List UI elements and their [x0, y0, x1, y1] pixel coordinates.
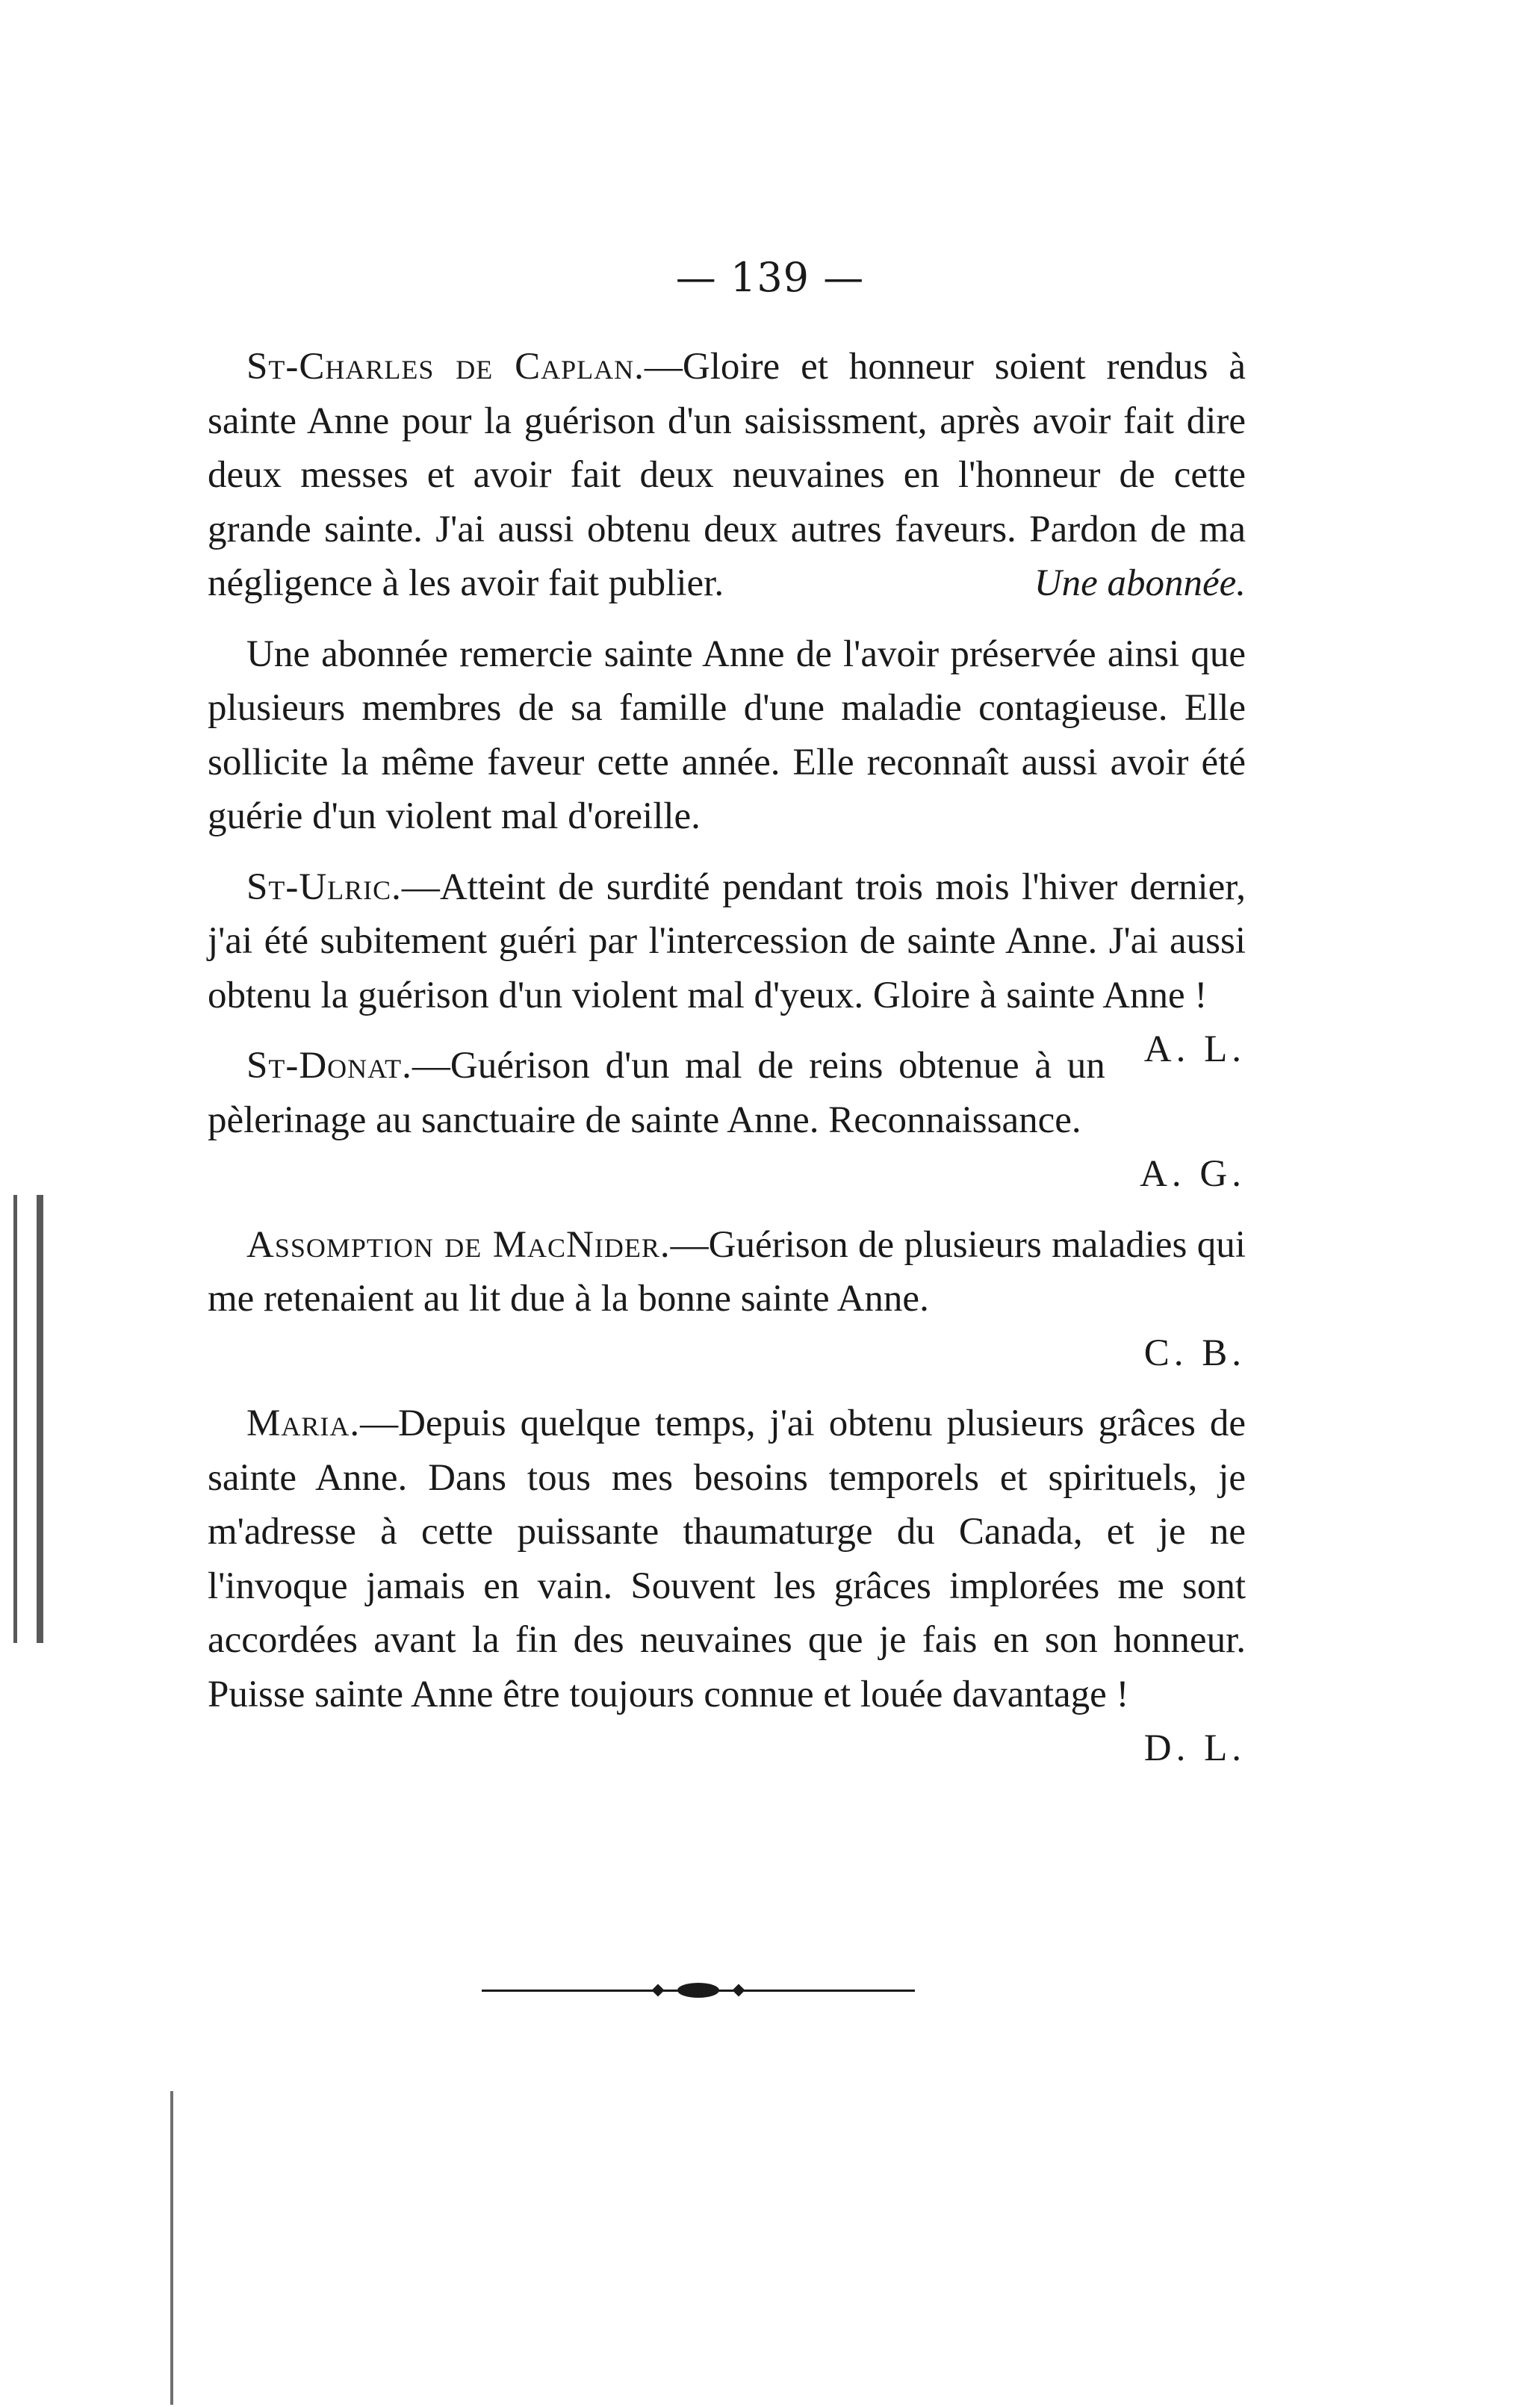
entry-st-donat [208, 1039, 1246, 1202]
entry-text: —Guérison d'un mal de reins obtenue à un pèlerinage au sanctuaire de sainte Anne. Reconnaissance. [208, 1045, 1105, 1141]
margin-mark [170, 2091, 173, 2405]
entry-place: St-Ulric. [246, 866, 402, 908]
ornament-divider [482, 1983, 915, 1998]
entry-signature: A. L. [1143, 1028, 1246, 1070]
entry-text: —Depuis quelque temps, j'ai obtenu plusieurs grâces de sainte Anne. Dans tous mes besoins temporels et spirituels, je m'adresse à cette puissante thaumaturge du Canada, et je ne l'invoque jamais en vain. Souvent les grâces implorées me sont accordées avant la fin des neuvaines que je fais en son honneur. Puisse sainte Anne être toujours connue et louée davantage ! [208, 1403, 1246, 1715]
entry-text: Une abonnée remercie sainte Anne de l'avoir préservée ainsi que plusieurs membres de sa famille d'une maladie contagieuse. Elle sollicite la même faveur cette année. Elle reconnaît aussi avoir été guérie d'un violent mal d'oreille. [208, 633, 1246, 837]
margin-mark [13, 1195, 43, 1643]
entry-signature: D. L. [1143, 1727, 1246, 1769]
entry-assomption [208, 1218, 1246, 1381]
entry-st-charles [208, 340, 1246, 611]
entry-signature: C. B. [1143, 1332, 1246, 1374]
page-number: — 139 — [675, 254, 865, 301]
entry-abonnee [208, 627, 1246, 844]
entry-text: —Guérison de plusieurs maladies qui me retenaient au lit due à la bonne sainte Anne. [208, 1223, 1246, 1320]
entry-maria [208, 1397, 1246, 1769]
entry-place: Maria. [246, 1403, 361, 1444]
entry-signature: Une abonnée. [1034, 562, 1246, 604]
entry-text: —Atteint de surdité pendant trois mois l'hiver dernier, j'ai été subitement guéri par l'intercession de sainte Anne. J'ai aussi obtenu la guérison d'un violent mal d'yeux. Gloire à sainte Anne ! [208, 866, 1246, 1016]
entry-place: St-Donat. [246, 1045, 412, 1087]
entry-place: Assomption de MacNider. [246, 1223, 671, 1266]
entry-place: St-Charles de Caplan. [246, 346, 645, 388]
page-body [208, 340, 1246, 1776]
entry-text: —Gloire et honneur soient rendus à sainte Anne pour la guérison d'un saisissment, après avoir fait dire deux messes et avoir fait deux neuvaines en l'honneur de cette grande sainte. J'ai aussi obtenu deux autres faveurs. Pardon de ma négligence à les avoir fait publier. [208, 346, 1246, 604]
entry-signature: A. G. [1140, 1153, 1246, 1195]
